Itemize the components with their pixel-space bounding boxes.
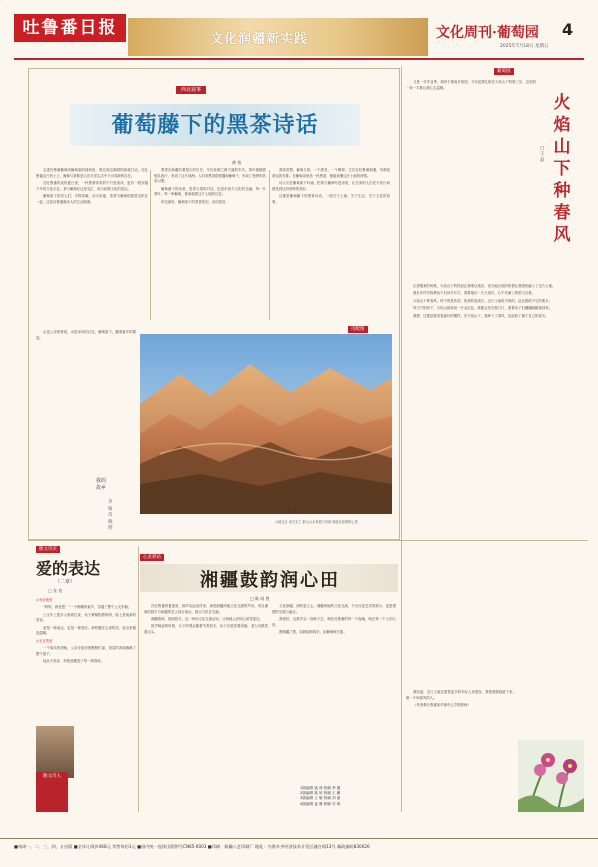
paragraph: 公交车上很多人都看过来，孩子紧紧抱着妈妈，脸上是纯真的笑容。: [36, 612, 136, 623]
fire-author: □ 王 晶: [540, 146, 545, 163]
feature-column-3: [272, 168, 390, 318]
editor-line: 2版编辑 姚 欣 校稿 王 鹏: [300, 791, 341, 796]
love-kicker: 散文诗页: [36, 546, 60, 553]
paragraph: 湘疆情深，鼓韵悠长。这一场场文化交流活动，让两地人民的心贴得更近。: [151, 616, 263, 621]
fire-kicker: 葡萄园: [494, 68, 514, 75]
paragraph: “妈妈，我爱您！”一个稚嫩的童声，穿越了整个公交车厢。: [43, 605, 132, 610]
fire-title: 火焰山下种春风: [553, 93, 571, 245]
editor-line: 3版编辑 王 敏 校稿 刘 丽: [300, 796, 341, 801]
paragraph: 鼓声响起的时候，台下的观众随着节奏拍手，孩子们欢笑着奔跑，老人们微笑着点头。: [144, 624, 268, 634]
column-divider: [401, 66, 402, 812]
paragraph: 爱是一种表达，也是一种回应。那些藏在心里的话，说出来便是温暖。: [36, 625, 136, 636]
paragraph: 在吐鲁番的炎热夏日里，一杯黑茶带来的不只是清凉，更有一段穿越千年的文化记忆。茶与葡萄在这里交汇，成为丝路文化的见证。: [36, 180, 148, 191]
feature-title: 葡萄藤下的黑茶诗话: [111, 112, 319, 138]
fire-intro: [406, 80, 536, 280]
feature-kicker: 西北叙事: [176, 86, 206, 94]
poem-title: 我的故乡: [96, 478, 107, 491]
paragraph: 黑茶在新疆有着悠久的历史，早在丝绸之路兴盛的年代，茶叶便随着驼队西行，来到了这片绿洲。人们用黑茶搭配馕和葡萄干，形成了独特的饮食习惯。: [154, 168, 266, 184]
editor-line: 1版编辑 盛 涛 校稿 李 鑫: [300, 786, 341, 790]
love-author: □ 张 旭: [48, 588, 63, 593]
drum-column-2: [272, 604, 396, 810]
column-divider: [150, 170, 151, 320]
paragraph: 葡萄藤下的诗意，是茶与果的对话，也是东西方文化的交融。每一片茶叶，每一串葡萄，都承载着这片土地的记忆。: [154, 186, 266, 197]
paragraph: 我想，这便是我青春最好的模样。在火焰山下，我种下了春风，也收获了属于自己的春天。: [413, 313, 549, 318]
column-divider: [138, 546, 139, 812]
paragraph: 愿湘疆之情，如鼓韵般绵长，如葡萄般甘甜。: [279, 629, 347, 634]
drum-title: 湘疆鼓韵润心田: [200, 570, 340, 591]
mountain-landscape-photo: [140, 334, 392, 514]
paragraph: 这便是葡萄藤下的黑茶诗话，一段关于土地、关于生活、关于文化的故事。: [272, 193, 390, 204]
paragraph: 诗人们在葡萄架下吟诵，把茶与葡萄写进诗里，让后来的人们在字里行间感受到这份独特的美好。: [272, 180, 390, 191]
paragraph: 葡萄架下的老人们，手捧茶碗，谈天说地，茶香与葡萄的甜香交织在一起，这是吐鲁番最动人的生活画面。: [36, 193, 148, 204]
love-subtitle: （二章）: [55, 579, 76, 585]
paragraph: （作者系吐鲁番某乡镇中心学校教师）: [413, 702, 471, 707]
drum-column-1: [144, 604, 268, 810]
photo-caption: 大地无言 而空无了 群山山水青蓝与奔流 绵延在丝路的心里: [275, 520, 358, 524]
banner-title: 文化润疆新实践: [210, 32, 309, 47]
love-section-heading: ◎无言的爱: [36, 638, 53, 643]
editor-line: 4版编辑 麦 琳 校稿 安 琪: [300, 801, 341, 806]
editors-list: [300, 786, 392, 807]
section-title: 文化周刊·葡萄园: [436, 25, 539, 41]
love-title: 爱的表达: [36, 559, 101, 578]
column-divider: [269, 170, 270, 320]
page-number: 4: [562, 20, 574, 39]
poem-text: [36, 330, 136, 530]
poem-author: 李 梅 诗 晓 明: [108, 500, 113, 531]
fire-body: [406, 284, 582, 686]
photo-title: 河 山: [286, 509, 298, 515]
drum-kicker: 心灵驿站: [140, 554, 164, 561]
love-footer-badge: 散文诗人: [36, 772, 68, 812]
author-portrait: [36, 726, 74, 778]
feature-column-1: [36, 168, 148, 318]
paragraph: 他从不说爱，却把爱藏进了每一顿饭里。: [43, 659, 105, 664]
header-rule: [14, 58, 584, 60]
feature-column-2: [154, 168, 266, 318]
issue-date: 2025年7月18日 星期五: [500, 44, 549, 49]
paragraph: 我知道，这片土地还需要更多的年轻人来建设，我愿意继续留下来，做一个种春风的人。: [406, 690, 516, 700]
paragraph: 一个周末的傍晚，父亲在厨房里默默忙碌，饭菜的香味飘满了整个屋子。: [36, 646, 136, 656]
publication-footer: ■每周一、二、三、四、五出版 ■全年订阅价468元 零售每份1元 ■国内统一连续出版物号CN65-0003 ■印刷：新疆八艺印刷厂 地址：乌鲁木齐经济技术开发区融合路13号 邮政编码830026: [14, 844, 370, 849]
orchid-flower-photo: [518, 740, 584, 812]
paragraph: 我相信，这鼓声会一直响下去，响在吐鲁番的每一个夜晚，响在每一个人的心田。: [272, 616, 396, 627]
paragraph: 在吐鲁番的夏夜里，鼓声从远处传来，那是湘疆两地文化交流的声音。来自湖南的鼓手与新疆的艺人同台演出，鼓点与弦音交融。: [144, 604, 268, 614]
paragraph: 火焰山下种春风，种下的是希望，收获的是成长。这片土地给予我的，远比我给予它的要多。: [413, 298, 553, 303]
newspaper-logo: 吐鲁番日报: [14, 14, 126, 42]
paragraph: 文化润疆，润的是人心。湘疆两地的文化交流，不仅仅是艺术的展示，更是情感的交流与融合。: [272, 604, 396, 614]
paragraph: 又是一年毕业季，我终于要离开校园，今年是我扎根在火焰山下的第三年，这里的一草一木都让我心生温暖。: [406, 80, 536, 90]
paragraph: 走进吐鲁番葡萄沟葡萄架的绿荫里，我总被这满园的绿意打动。在吐鲁番这片热土上，葡萄与茶都是人们日常生活中不可或缺的存在。: [36, 168, 148, 178]
paragraph: 时光流转，葡萄架下的茶香依旧，诗话依旧。: [161, 199, 229, 204]
paragraph: 记得刚来的时候，火焰山下的热浪让我难以适应，但当地百姓的热情让我很快融入了这片土地。: [413, 284, 556, 288]
fire-tail: [406, 690, 516, 810]
footer-rule: [0, 838, 598, 839]
paragraph: 每当夕阳西下，火焰山被染成一片金红色，我便会站在校门口，看着孩子们蹦蹦跳跳地回家。: [413, 306, 553, 311]
paragraph: 我在乡村学校教孩子们读书写字，看着他们一天天成长，心中充满了欣慰与自豪。: [413, 291, 536, 296]
drum-byline: □ 陈 同 胜: [250, 596, 270, 601]
feature-byline: 黄 拍: [232, 160, 242, 165]
love-section-heading: ◎有爱就有: [36, 598, 53, 602]
poem-lines: 山是父亲的脊梁，水是母亲的目光，葡萄架下，藏着童年的歌谣。: [36, 330, 136, 340]
paragraph: 我常常想，葡萄与茶，一个甜美，一个醇厚，它们在吐鲁番相遇，仿佛是命运的安排。在葡萄沟里品一杯黑茶，便能读懂这片土地的深情。: [272, 168, 390, 178]
photo-kicker: 诗配图: [348, 326, 368, 333]
